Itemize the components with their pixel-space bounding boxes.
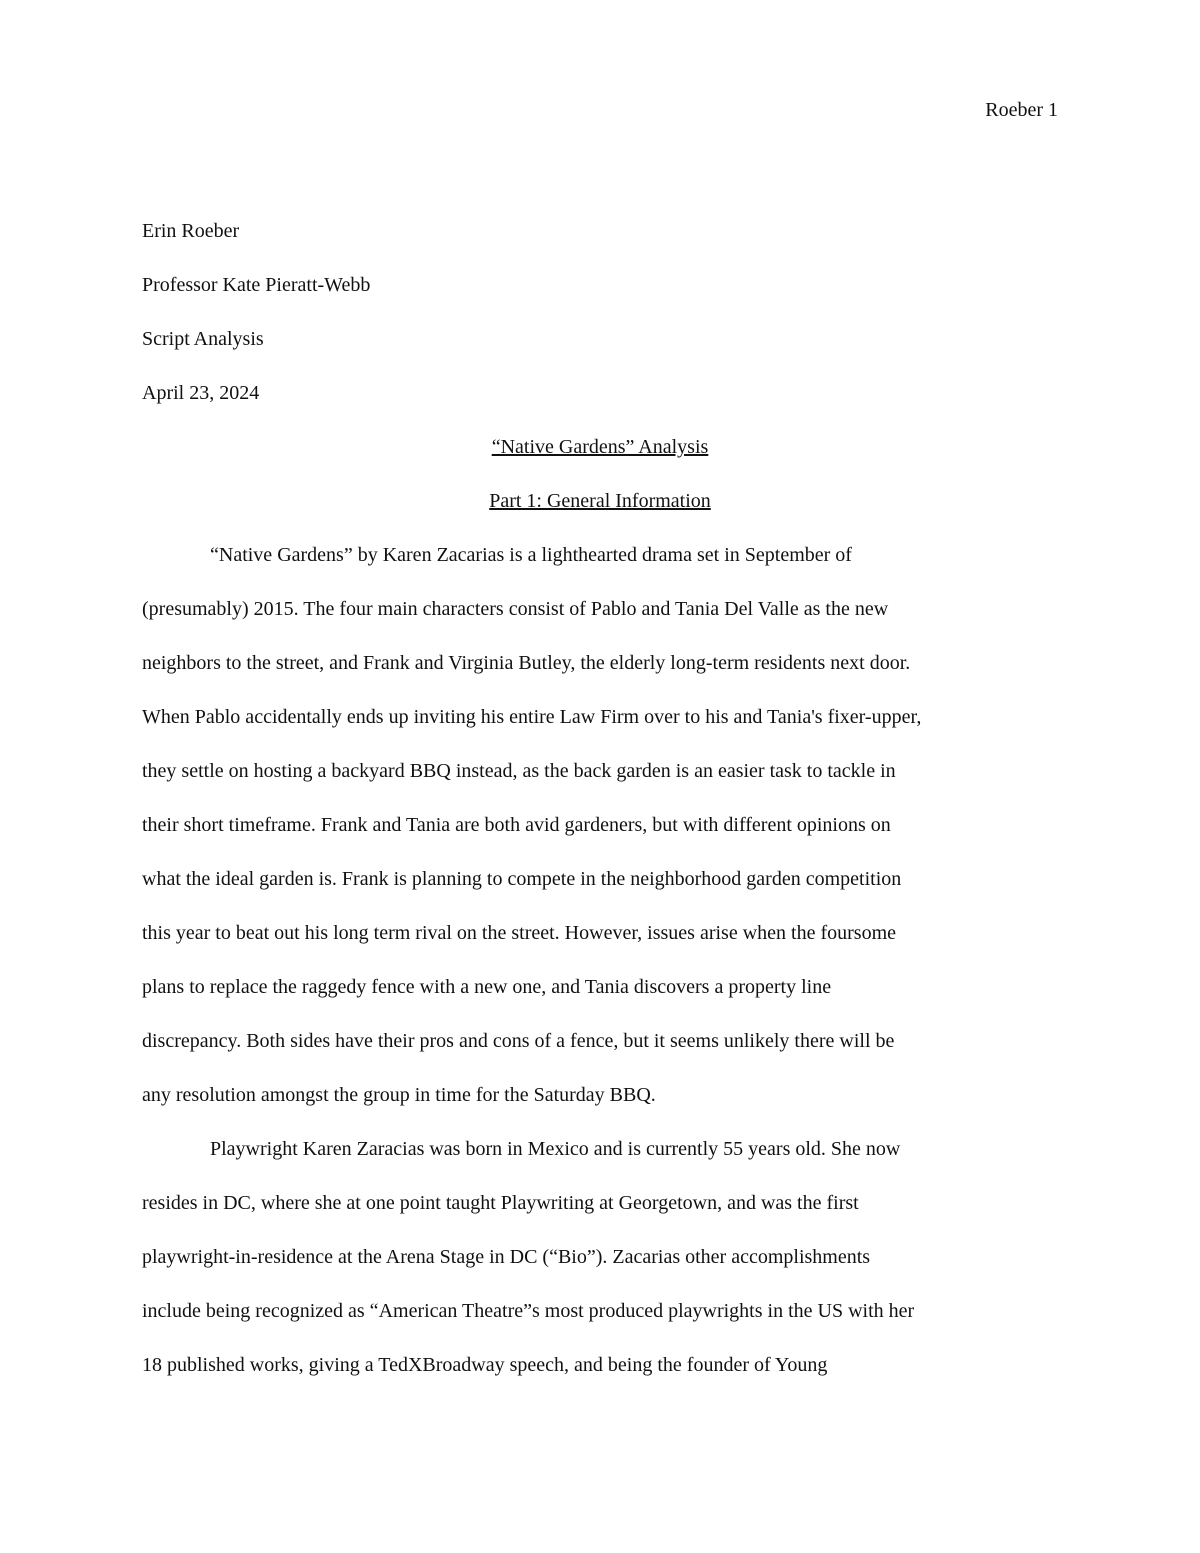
paragraph-line: playwright-in-residence at the Arena Stage in DC (“Bio”). Zacarias other accomplishments — [142, 1246, 871, 1268]
section-title: Part 1: General Information — [489, 490, 711, 512]
paragraph-line: “Native Gardens” by Karen Zacarias is a lighthearted drama set in September of — [210, 544, 852, 566]
paragraph-line: neighbors to the street, and Frank and Virginia Butley, the elderly long-term residents next door. — [142, 652, 911, 674]
paragraph-line: (presumably) 2015. The four main characters consist of Pablo and Tania Del Valle as the new — [142, 598, 889, 620]
paragraph-line: discrepancy. Both sides have their pros and cons of a fence, but it seems unlikely there will be — [142, 1030, 895, 1052]
paragraph-line: this year to beat out his long term rival on the street. However, issues arise when the foursome — [142, 922, 897, 944]
paragraph-2 — [142, 1122, 1058, 1392]
document-body — [142, 204, 1058, 1392]
paragraph-line: Playwright Karen Zaracias was born in Mexico and is currently 55 years old. She now — [210, 1138, 901, 1160]
paragraph-line: 18 published works, giving a TedXBroadway speech, and being the founder of Young — [142, 1354, 828, 1376]
paragraph-line: their short timeframe. Frank and Tania are both avid gardeners, but with different opinions on — [142, 814, 891, 836]
page-header: Roeber 1 — [985, 99, 1058, 121]
paragraph-line: include being recognized as “American Theatre”s most produced playwrights in the US with her — [142, 1300, 915, 1322]
author-name: Erin Roeber — [142, 220, 240, 242]
document-date: April 23, 2024 — [142, 382, 260, 404]
paragraph-line: any resolution amongst the group in time for the Saturday BBQ. — [142, 1084, 656, 1106]
paragraph-line: When Pablo accidentally ends up inviting his entire Law Firm over to his and Tania's fixer-upper, — [142, 706, 922, 728]
paragraph-line: plans to replace the raggedy fence with a new one, and Tania discovers a property line — [142, 976, 832, 998]
paragraph-1 — [142, 528, 1058, 1122]
paragraph-line: what the ideal garden is. Frank is planning to compete in the neighborhood garden competition — [142, 868, 902, 890]
document-title: “Native Gardens” Analysis — [491, 436, 709, 458]
section-title-line — [142, 474, 1058, 528]
course-name: Script Analysis — [142, 328, 264, 350]
paragraph-line: they settle on hosting a backyard BBQ instead, as the back garden is an easier task to tackle in — [142, 760, 896, 782]
document-title-line — [142, 420, 1058, 474]
professor-name: Professor Kate Pieratt-Webb — [142, 274, 371, 296]
paragraph-line: resides in DC, where she at one point taught Playwriting at Georgetown, and was the first — [142, 1192, 859, 1214]
